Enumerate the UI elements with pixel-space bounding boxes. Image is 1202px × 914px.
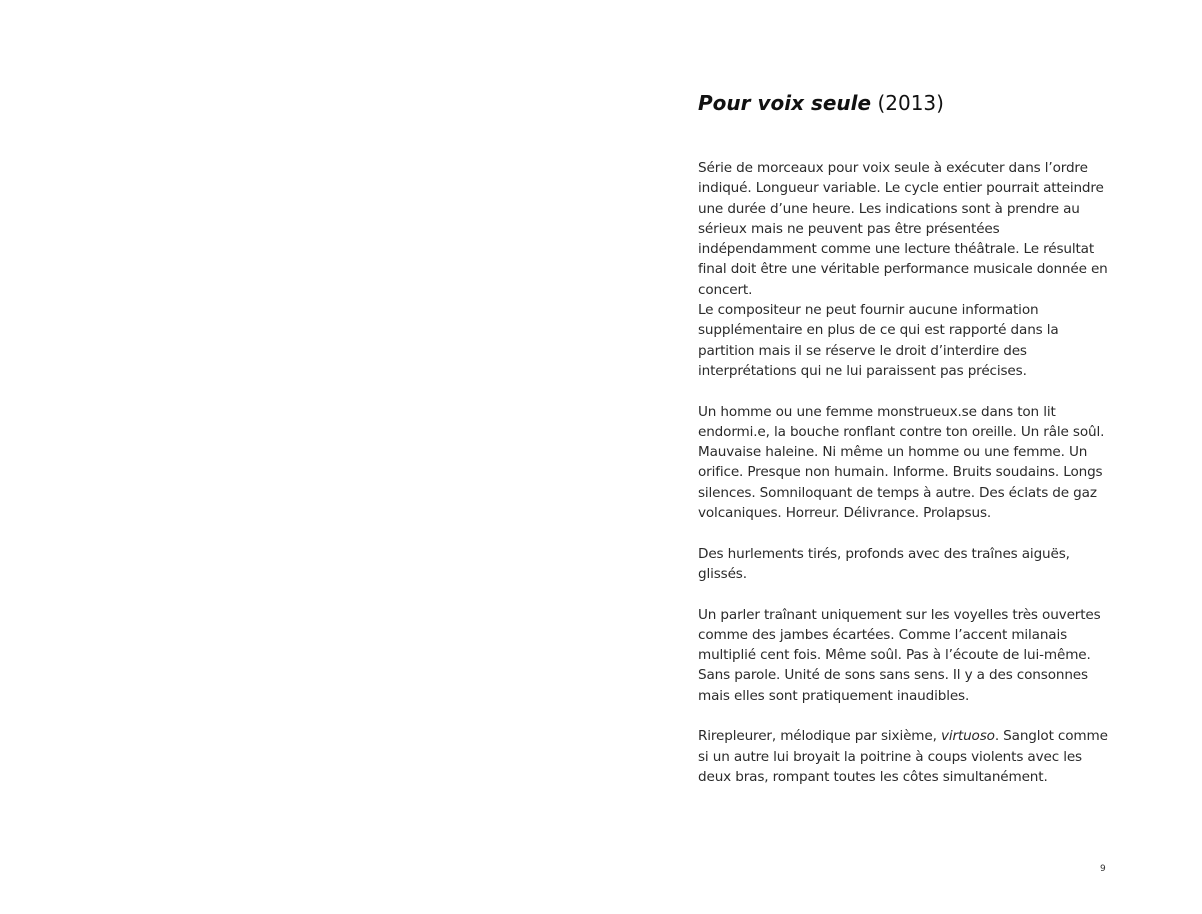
paragraph-rire-start: Rirepleurer, mélodique par sixième, (698, 728, 941, 745)
piece-title-text: Pour voix seule (698, 91, 872, 115)
body-text (698, 158, 1110, 808)
paragraph-rire (698, 726, 1110, 787)
page-number: 9 (1100, 864, 1106, 874)
right-page (601, 0, 1202, 914)
paragraph-hurlements: Des hurlements tirés, profonds avec des traînes aiguës, glissés. (698, 545, 1070, 582)
intro-paragraph-2: Le compositeur ne peut fournir aucune information supplémentaire en plus de ce qui est rapporté dans la partition mais il se réserve le droit d’interdire des interprétations qui ne lui paraissent pas précises. (698, 302, 1059, 379)
paragraph-homme: Un homme ou une femme monstrueux.se dans ton lit endormi.e, la bouche ronflant contre ton oreille. Un râle soûl. Mauvaise haleine. Ni même un homme ou une femme. Un orifice. Presque non humain. Informe. Bruits soudains. Longs silences. Somniloquant de temps à autre. Des éclats de gaz volcaniques. Horreur. Délivrance. Prolapsus. (698, 403, 1105, 522)
piece-year: (2013) (877, 91, 944, 115)
paragraph-rire-italic: virtuoso (940, 728, 995, 745)
piece-title (698, 90, 944, 116)
intro-paragraph-1: Série de morceaux pour voix seule à exécuter dans l’ordre indiqué. Longueur variable. Le cycle entier pourrait atteindre une durée d’une heure. Les indications sont à prendre au sérieux mais ne peuvent pas être présentées indépendamment comme une lecture théâtrale. Le résultat final doit être une véritable performance musicale donnée en concert. (698, 160, 1108, 298)
paragraph-rire-end: . Sanglot comme si un autre lui broyait la poitrine à coups violents avec les deux bras, rompant toutes les côtes simultanément. (698, 728, 1108, 785)
paragraph-parler: Un parler traînant uniquement sur les voyelles très ouvertes comme des jambes écartées. Comme l’accent milanais multiplié cent fois. Même soûl. Pas à l’écoute de lui-même. Sans parole. Unité de sons sans sens. Il y a des consonnes mais elles sont pratiquement inaudibles. (698, 606, 1101, 704)
